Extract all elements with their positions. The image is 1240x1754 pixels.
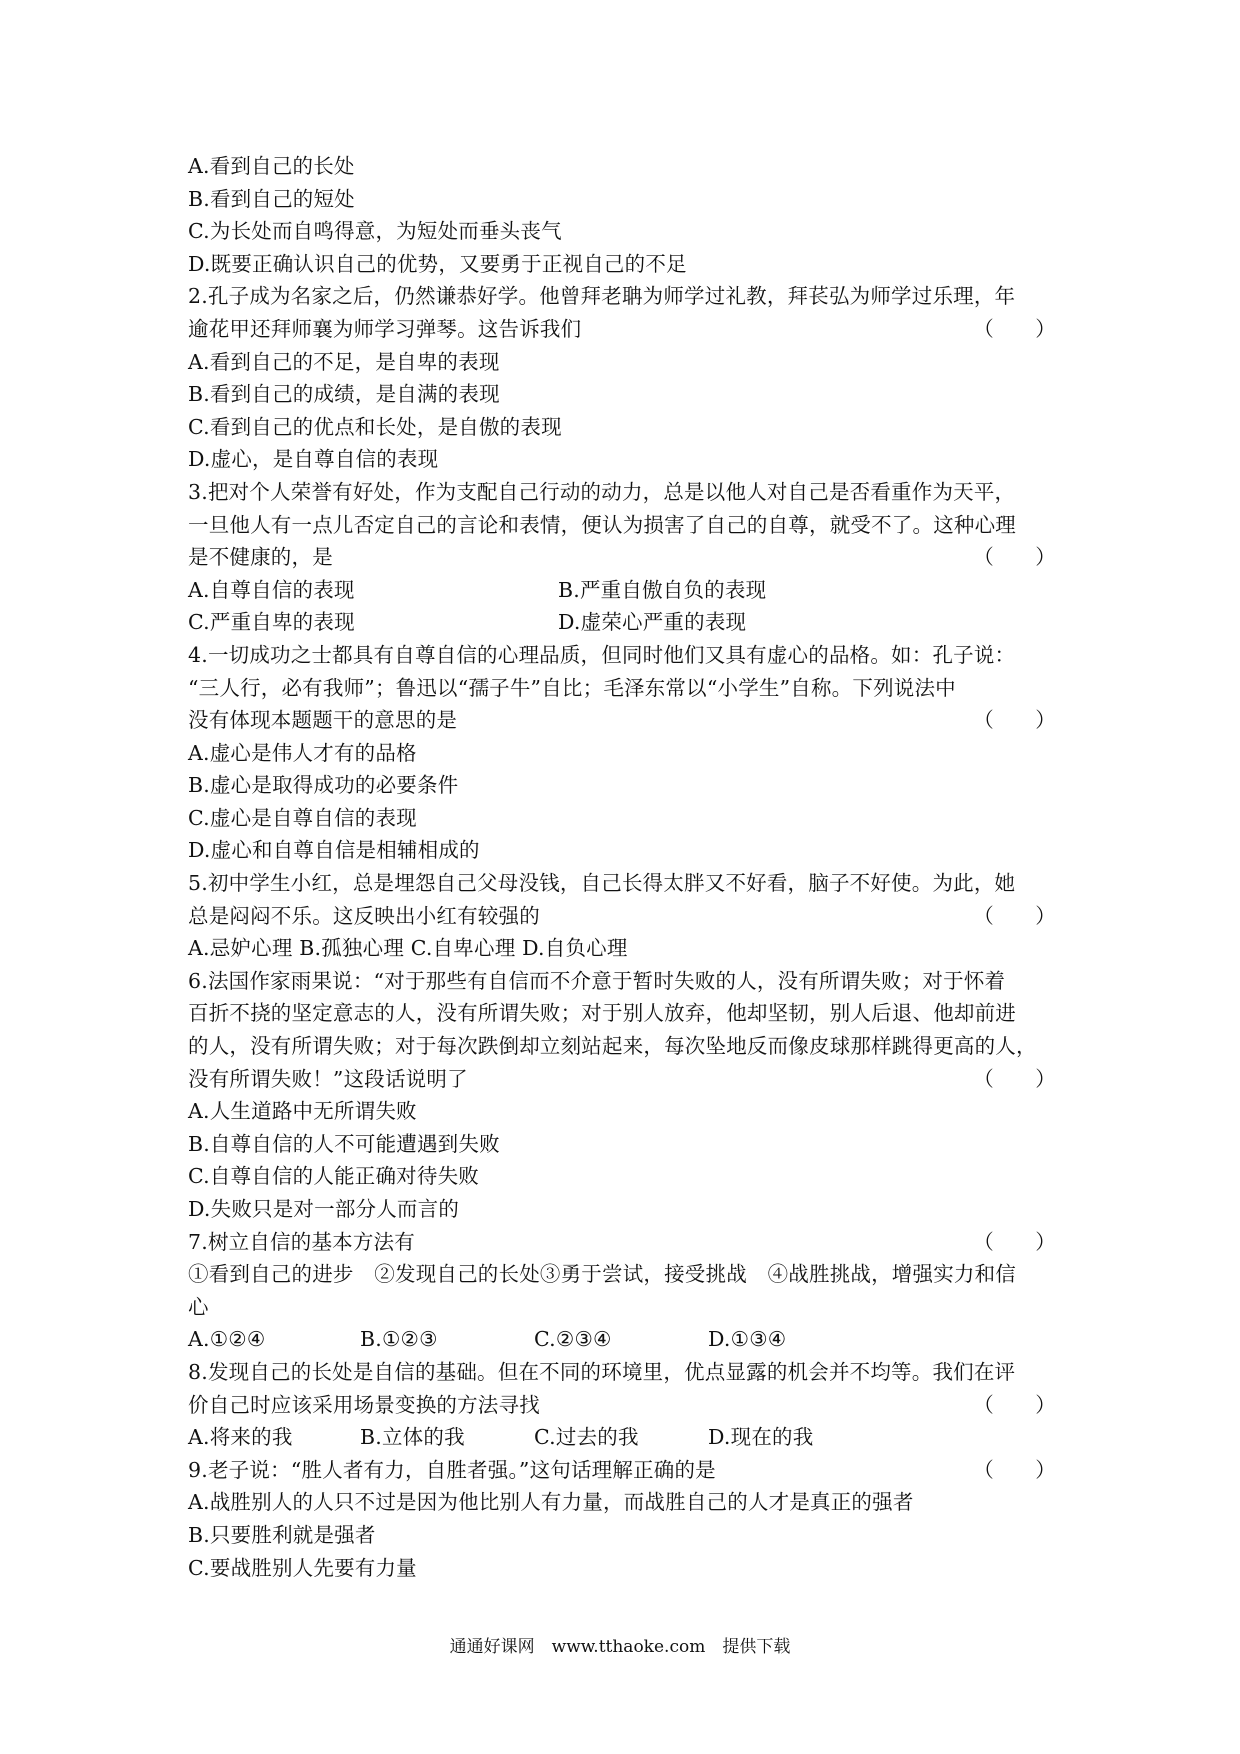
line-text: B.只要胜利就是强者 (188, 1522, 376, 1547)
line-text: 9.老子说：“胜人者有力，自胜者强。”这句话理解正确的是 (188, 1457, 716, 1482)
text-line (188, 1128, 1056, 1161)
text-line (188, 867, 1056, 900)
text-line (188, 215, 1056, 248)
text-line (188, 704, 1056, 737)
line-text: 5.初中学生小红，总是埋怨自己父母没钱，自己长得太胖又不好看，脑子不好使。为此，她 (188, 871, 1016, 896)
line-text: ①看到自己的进步 ②发现自己的长处③勇于尝试，接受挑战 ④战胜挑战，增强实力和信 (188, 1262, 1016, 1287)
text-line (188, 411, 1056, 444)
answer-blank: （ ） (973, 1066, 1056, 1091)
line-text: A.看到自己的长处 (188, 154, 355, 178)
line-text: B.虚心是取得成功的必要条件 (188, 773, 459, 798)
answer-blank: （ ） (973, 1229, 1056, 1254)
text-line (188, 1552, 1056, 1585)
line-text: 是不健康的，是 (188, 545, 333, 570)
line-text: 的人，没有所谓失败；对于每次跌倒却立刻站起来，每次坠地反而像皮球那样跳得更高的人， (188, 1034, 1037, 1059)
answer-blank: （ ） (973, 903, 1056, 928)
line-text: “三人行，必有我师”；鲁迅以“孺子牛”自比；毛泽东常以“小学生”自称。下列说法中 (188, 675, 956, 700)
line-text: A.自尊自信的表现 (188, 577, 355, 602)
option-label: B.严重自傲自负的表现 (558, 577, 767, 602)
text-line (188, 1389, 1056, 1422)
text-line (188, 1160, 1056, 1193)
line-text: 一旦他人有一点儿否定自己的言论和表情，便认为损害了自己的自尊，就受不了。这种心理 (188, 512, 1016, 537)
line-text: 没有所谓失败！”这段话说明了 (188, 1066, 468, 1091)
option-label: C.过去的我 (534, 1425, 639, 1450)
answer-blank: （ ） (973, 708, 1056, 733)
line-text: 3.把对个人荣誉有好处，作为支配自己行动的动力，总是以他人对自己是否看重作为天平， (188, 479, 1016, 504)
line-text: A.看到自己的不足，是自卑的表现 (188, 349, 500, 374)
text-line (188, 541, 1056, 574)
line-text: A.忌妒心理 B.孤独心理 C.自卑心理 D.自负心理 (188, 936, 628, 961)
text-line (188, 476, 1056, 509)
answer-blank: （ ） (973, 316, 1056, 341)
text-line (188, 378, 1056, 411)
option-label: B.①②③ (360, 1327, 438, 1352)
answer-blank: （ ） (973, 545, 1056, 570)
line-text: D.虚心，是自尊自信的表现 (188, 447, 439, 472)
text-line (188, 834, 1056, 867)
line-text: 8.发现自己的长处是自信的基础。但在不同的环境里，优点显露的机会并不均等。我们在评 (188, 1359, 1016, 1384)
line-text: A.人生道路中无所谓失败 (188, 1099, 417, 1124)
option-label: D.虚荣心严重的表现 (558, 610, 747, 635)
line-text: B.自尊自信的人不可能遭遇到失败 (188, 1131, 500, 1156)
text-line (188, 1519, 1056, 1552)
text-line (188, 443, 1056, 476)
page-footer: 通通好课网 www.tthaoke.com 提供下载 (449, 1637, 791, 1657)
text-line (188, 802, 1056, 835)
line-text: 6.法国作家雨果说：“对于那些有自信而不介意于暂时失败的人，没有所谓失败；对于怀着 (188, 968, 1006, 993)
text-line (188, 737, 1056, 770)
line-text: D.虚心和自尊自信是相辅相成的 (188, 838, 480, 863)
text-line (188, 1258, 1056, 1291)
text-line (188, 509, 1056, 542)
option-label: A.①②④ (188, 1327, 266, 1352)
question-content (188, 150, 1056, 1584)
text-line (188, 1063, 1056, 1096)
text-line (188, 346, 1056, 379)
option-label: B.立体的我 (360, 1425, 465, 1450)
line-text: 2.孔子成为名家之后，仍然谦恭好学。他曾拜老聃为师学过礼教，拜苌弘为师学过乐理，年 (188, 284, 1016, 309)
line-text: C.要战胜别人先要有力量 (188, 1555, 417, 1580)
text-line (188, 639, 1056, 672)
line-text: 没有体现本题题干的意思的是 (188, 708, 458, 733)
text-line (188, 1095, 1056, 1128)
option-label: C.②③④ (534, 1327, 612, 1352)
option-label: D.①③④ (708, 1327, 787, 1352)
line-text: C.为长处而自鸣得意，为短处而垂头丧气 (188, 219, 562, 244)
text-line (188, 769, 1056, 802)
text-line (188, 1193, 1056, 1226)
text-line (188, 900, 1056, 933)
line-text: 逾花甲还拜师襄为师学习弹琴。这告诉我们 (188, 316, 582, 341)
line-text: D.失败只是对一部分人而言的 (188, 1197, 460, 1221)
line-text: 4.一切成功之士都具有自尊自信的心理品质，但同时他们又具有虚心的品格。如：孔子说： (188, 642, 1016, 667)
options-row (188, 1323, 1056, 1356)
text-line (188, 606, 1056, 639)
option-label: D.现在的我 (708, 1425, 814, 1450)
option-label: A.将来的我 (188, 1425, 293, 1450)
text-line (188, 965, 1056, 998)
text-line (188, 1226, 1056, 1259)
text-line (188, 183, 1056, 216)
answer-blank: （ ） (973, 1457, 1056, 1482)
text-line (188, 932, 1056, 965)
text-line (188, 248, 1056, 281)
line-text: 总是闷闷不乐。这反映出小红有较强的 (188, 903, 540, 928)
line-text: C.虚心是自尊自信的表现 (188, 805, 417, 830)
line-text: B.看到自己的短处 (188, 186, 355, 211)
line-text: 心 (188, 1294, 209, 1319)
answer-blank: （ ） (973, 1392, 1056, 1417)
text-line (188, 1454, 1056, 1487)
text-line (188, 280, 1056, 313)
text-line (188, 1291, 1056, 1324)
line-text: A.虚心是伟人才有的品格 (188, 740, 417, 765)
line-text: C.自尊自信的人能正确对待失败 (188, 1164, 479, 1189)
line-text: B.看到自己的成绩，是自满的表现 (188, 382, 500, 407)
line-text: A.战胜别人的人只不过是因为他比别人有力量，而战胜自己的人才是真正的强者 (188, 1490, 914, 1515)
line-text: C.看到自己的优点和长处，是自傲的表现 (188, 414, 562, 439)
text-line (188, 672, 1056, 705)
line-text: C.严重自卑的表现 (188, 610, 355, 635)
text-line (188, 574, 1056, 607)
text-line (188, 1486, 1056, 1519)
text-line (188, 997, 1056, 1030)
line-text: 价自己时应该采用场景变换的方法寻找 (188, 1392, 540, 1417)
line-text: D.既要正确认识自己的优势，又要勇于正视自己的不足 (188, 251, 687, 276)
text-line (188, 313, 1056, 346)
line-text: 百折不挠的坚定意志的人，没有所谓失败；对于别人放弃，他却坚韧，别人后退、他却前进 (188, 1001, 1016, 1026)
options-row (188, 1421, 1056, 1454)
line-text: 7.树立自信的基本方法有 (188, 1229, 415, 1254)
text-line (188, 1030, 1056, 1063)
text-line (188, 1356, 1056, 1389)
text-line (188, 150, 1056, 183)
